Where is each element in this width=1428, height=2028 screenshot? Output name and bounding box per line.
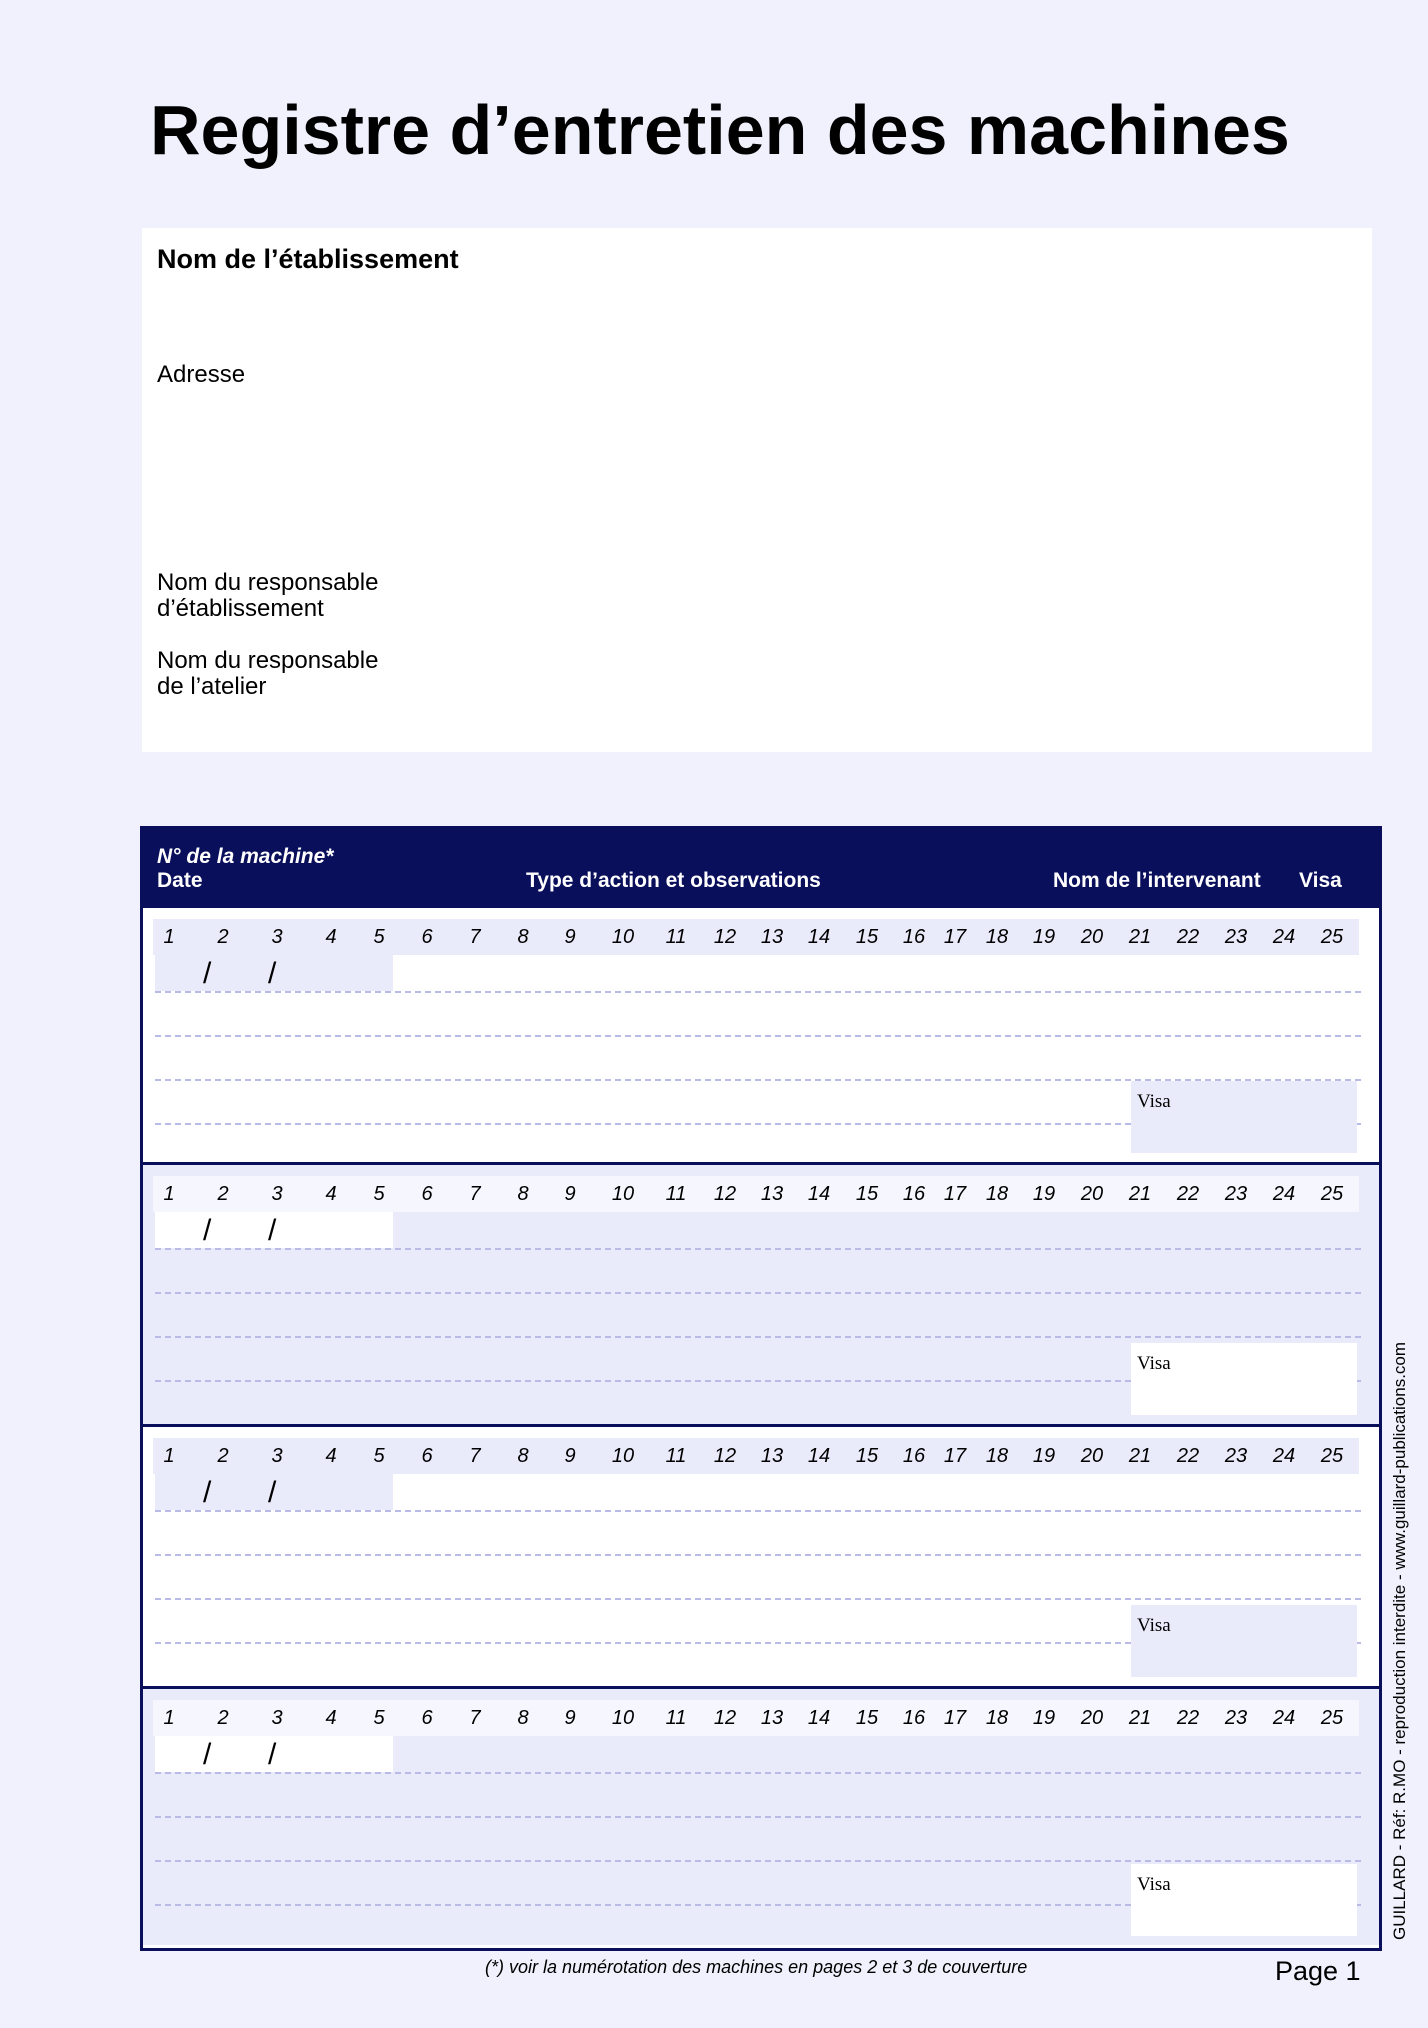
machine-number-option[interactable]: 20 <box>1080 1444 1104 1467</box>
machine-number-option[interactable]: 19 <box>1032 1444 1056 1467</box>
machine-number-option[interactable]: 10 <box>611 925 635 948</box>
establishment-info-box <box>142 228 1372 752</box>
machine-number-option[interactable]: 7 <box>469 1444 481 1467</box>
machine-number-option[interactable]: 14 <box>807 1182 831 1205</box>
machine-number-option[interactable]: 9 <box>564 1706 576 1729</box>
register-entry <box>143 1427 1379 1689</box>
machine-number-option[interactable]: 9 <box>564 925 576 948</box>
machine-number-option[interactable]: 4 <box>325 1444 337 1467</box>
machine-number-option[interactable]: 24 <box>1272 1706 1296 1729</box>
machine-number-option[interactable]: 9 <box>564 1444 576 1467</box>
visa-field[interactable] <box>1131 1605 1357 1677</box>
machine-number-option[interactable]: 15 <box>855 1444 879 1467</box>
machine-number-option[interactable]: 24 <box>1272 1182 1296 1205</box>
machine-number-option[interactable]: 1 <box>163 1706 175 1729</box>
machine-number-option[interactable]: 16 <box>902 1182 926 1205</box>
machine-number-option[interactable]: 11 <box>665 1444 687 1467</box>
visa-label: Visa <box>1137 1091 1171 1112</box>
machine-number-row <box>153 1700 1359 1736</box>
machine-number-option[interactable]: 10 <box>611 1444 635 1467</box>
date-separator: / <box>268 1738 277 1771</box>
workshop-manager-label-line2: de l’atelier <box>157 673 267 700</box>
machine-number-option[interactable]: 18 <box>985 1706 1009 1729</box>
date-field[interactable] <box>155 955 393 991</box>
machine-number-option[interactable]: 2 <box>217 1706 229 1729</box>
machine-number-option[interactable]: 14 <box>807 1444 831 1467</box>
maintenance-register-table <box>140 826 1382 1951</box>
observation-line[interactable] <box>155 1035 1361 1037</box>
machine-number-option[interactable]: 21 <box>1128 1182 1152 1205</box>
date-field[interactable] <box>155 1212 393 1248</box>
machine-number-option[interactable]: 10 <box>611 1706 635 1729</box>
machine-number-option[interactable]: 19 <box>1032 1182 1056 1205</box>
machine-number-option[interactable]: 3 <box>271 1444 283 1467</box>
machine-number-row <box>153 919 1359 955</box>
observation-line[interactable] <box>155 1816 1361 1818</box>
header-action-type: Type d’action et observations <box>526 869 821 892</box>
machine-number-option[interactable]: 6 <box>421 1444 433 1467</box>
date-separator: / <box>268 957 277 990</box>
machine-number-row <box>153 1438 1359 1474</box>
machine-number-option[interactable]: 17 <box>943 1706 967 1729</box>
machine-number-option[interactable]: 12 <box>713 925 737 948</box>
header-machine-number: N° de la machine* <box>157 845 334 868</box>
machine-number-option[interactable]: 2 <box>217 1444 229 1467</box>
manager-label-line2: d’établissement <box>157 595 324 622</box>
observation-line[interactable] <box>155 1860 1361 1862</box>
machine-number-option[interactable]: 7 <box>469 1182 481 1205</box>
document-title: Registre d’entretien des machines <box>150 91 1290 169</box>
machine-number-option[interactable]: 5 <box>373 925 385 948</box>
observation-line[interactable] <box>155 1510 1361 1512</box>
machine-number-option[interactable]: 13 <box>760 925 784 948</box>
machine-number-option[interactable]: 8 <box>517 1444 529 1467</box>
machine-number-option[interactable]: 20 <box>1080 1706 1104 1729</box>
machine-number-option[interactable]: 5 <box>373 1182 385 1205</box>
machine-number-option[interactable]: 11 <box>665 1182 687 1205</box>
machine-number-option[interactable]: 3 <box>271 925 283 948</box>
page-number: Page 1 <box>1275 1956 1361 1986</box>
machine-number-option[interactable]: 18 <box>985 1182 1009 1205</box>
register-entry <box>143 1165 1379 1427</box>
machine-number-option[interactable]: 15 <box>855 1182 879 1205</box>
machine-number-option[interactable]: 12 <box>713 1182 737 1205</box>
machine-number-option[interactable]: 17 <box>943 1182 967 1205</box>
machine-number-option[interactable]: 16 <box>902 1706 926 1729</box>
machine-number-option[interactable]: 1 <box>163 925 175 948</box>
machine-number-option[interactable]: 4 <box>325 1706 337 1729</box>
machine-number-option[interactable]: 18 <box>985 1444 1009 1467</box>
observation-line[interactable] <box>155 991 1361 993</box>
machine-number-option[interactable]: 1 <box>163 1182 175 1205</box>
machine-number-option[interactable]: 16 <box>902 1444 926 1467</box>
machine-number-option[interactable]: 25 <box>1320 1182 1344 1205</box>
observation-line[interactable] <box>155 1598 1361 1600</box>
machine-number-option[interactable]: 9 <box>564 1182 576 1205</box>
machine-number-option[interactable]: 2 <box>217 1182 229 1205</box>
machine-number-option[interactable]: 21 <box>1128 1444 1152 1467</box>
date-separator: / <box>203 1214 212 1247</box>
machine-number-option[interactable]: 4 <box>325 925 337 948</box>
header-visa: Visa <box>1299 869 1342 892</box>
date-separator: / <box>203 1476 212 1509</box>
machine-number-option[interactable]: 14 <box>807 1706 831 1729</box>
date-separator: / <box>268 1476 277 1509</box>
machine-number-row <box>153 1176 1359 1212</box>
workshop-manager-label-line1: Nom du responsable <box>157 647 379 674</box>
machine-number-option[interactable]: 15 <box>855 1706 879 1729</box>
machine-number-option[interactable]: 11 <box>665 1706 687 1729</box>
machine-number-option[interactable]: 7 <box>469 925 481 948</box>
date-field[interactable] <box>155 1474 393 1510</box>
machine-number-option[interactable]: 18 <box>985 925 1009 948</box>
observation-line[interactable] <box>155 1336 1361 1338</box>
machine-number-option[interactable]: 11 <box>665 925 687 948</box>
date-separator: / <box>268 1214 277 1247</box>
machine-number-option[interactable]: 7 <box>469 1706 481 1729</box>
machine-number-option[interactable]: 22 <box>1176 1444 1200 1467</box>
observation-line[interactable] <box>155 1292 1361 1294</box>
machine-number-option[interactable]: 17 <box>943 925 967 948</box>
machine-number-option[interactable]: 5 <box>373 1706 385 1729</box>
machine-number-option[interactable]: 22 <box>1176 1706 1200 1729</box>
machine-number-option[interactable]: 6 <box>421 1706 433 1729</box>
machine-number-option[interactable]: 4 <box>325 1182 337 1205</box>
machine-number-option[interactable]: 17 <box>943 1444 967 1467</box>
visa-label: Visa <box>1137 1874 1171 1895</box>
date-separator: / <box>203 957 212 990</box>
machine-number-option[interactable]: 19 <box>1032 1706 1056 1729</box>
visa-field[interactable] <box>1131 1081 1357 1153</box>
machine-number-option[interactable]: 16 <box>902 925 926 948</box>
machine-number-option[interactable]: 6 <box>421 925 433 948</box>
machine-number-option[interactable]: 25 <box>1320 1706 1344 1729</box>
machine-number-option[interactable]: 8 <box>517 925 529 948</box>
visa-field[interactable] <box>1131 1343 1357 1415</box>
manager-label-line1: Nom du responsable <box>157 569 379 596</box>
observation-line[interactable] <box>155 1772 1361 1774</box>
machine-number-option[interactable]: 13 <box>760 1182 784 1205</box>
machine-number-option[interactable]: 14 <box>807 925 831 948</box>
publisher-side-text: GUILLARD - Réf: R.MO - reproduction interdite - www.guillard-publications.com <box>1390 1341 1409 1940</box>
address-label: Adresse <box>157 361 246 388</box>
machine-number-option[interactable]: 25 <box>1320 1444 1344 1467</box>
visa-label: Visa <box>1137 1353 1171 1374</box>
observation-line[interactable] <box>155 1248 1361 1250</box>
date-field[interactable] <box>155 1736 393 1772</box>
machine-number-option[interactable]: 20 <box>1080 925 1104 948</box>
machine-number-option[interactable]: 24 <box>1272 925 1296 948</box>
observation-line[interactable] <box>155 1554 1361 1556</box>
date-separator: / <box>203 1738 212 1771</box>
register-entry <box>143 1689 1379 1948</box>
visa-label: Visa <box>1137 1615 1171 1636</box>
machine-number-option[interactable]: 12 <box>713 1706 737 1729</box>
machine-number-option[interactable]: 23 <box>1224 1706 1248 1729</box>
header-date: Date <box>157 869 203 892</box>
machine-number-option[interactable]: 23 <box>1224 1182 1248 1205</box>
machine-number-option[interactable]: 2 <box>217 925 229 948</box>
machine-number-option[interactable]: 13 <box>760 1444 784 1467</box>
machine-number-option[interactable]: 25 <box>1320 925 1344 948</box>
footnote: (*) voir la numérotation des machines en pages 2 et 3 de couverture <box>485 1957 1028 1977</box>
machine-number-option[interactable]: 8 <box>517 1706 529 1729</box>
machine-number-option[interactable]: 23 <box>1224 1444 1248 1467</box>
machine-number-option[interactable]: 19 <box>1032 925 1056 948</box>
machine-number-option[interactable]: 10 <box>611 1182 635 1205</box>
header-technician-name: Nom de l’intervenant <box>1053 869 1261 892</box>
machine-number-option[interactable]: 8 <box>517 1182 529 1205</box>
machine-number-option[interactable]: 13 <box>760 1706 784 1729</box>
machine-number-option[interactable]: 23 <box>1224 925 1248 948</box>
machine-number-option[interactable]: 21 <box>1128 925 1152 948</box>
register-entry <box>143 908 1379 1165</box>
machine-number-option[interactable]: 1 <box>163 1444 175 1467</box>
machine-number-option[interactable]: 6 <box>421 1182 433 1205</box>
machine-number-option[interactable]: 21 <box>1128 1706 1152 1729</box>
register-header <box>143 829 1379 908</box>
machine-number-option[interactable]: 22 <box>1176 925 1200 948</box>
machine-number-option[interactable]: 3 <box>271 1182 283 1205</box>
establishment-name-label: Nom de l’établissement <box>157 244 459 274</box>
machine-number-option[interactable]: 24 <box>1272 1444 1296 1467</box>
machine-number-option[interactable]: 12 <box>713 1444 737 1467</box>
machine-number-option[interactable]: 22 <box>1176 1182 1200 1205</box>
machine-number-option[interactable]: 20 <box>1080 1182 1104 1205</box>
visa-field[interactable] <box>1131 1864 1357 1936</box>
machine-number-option[interactable]: 15 <box>855 925 879 948</box>
machine-number-option[interactable]: 5 <box>373 1444 385 1467</box>
machine-number-option[interactable]: 3 <box>271 1706 283 1729</box>
